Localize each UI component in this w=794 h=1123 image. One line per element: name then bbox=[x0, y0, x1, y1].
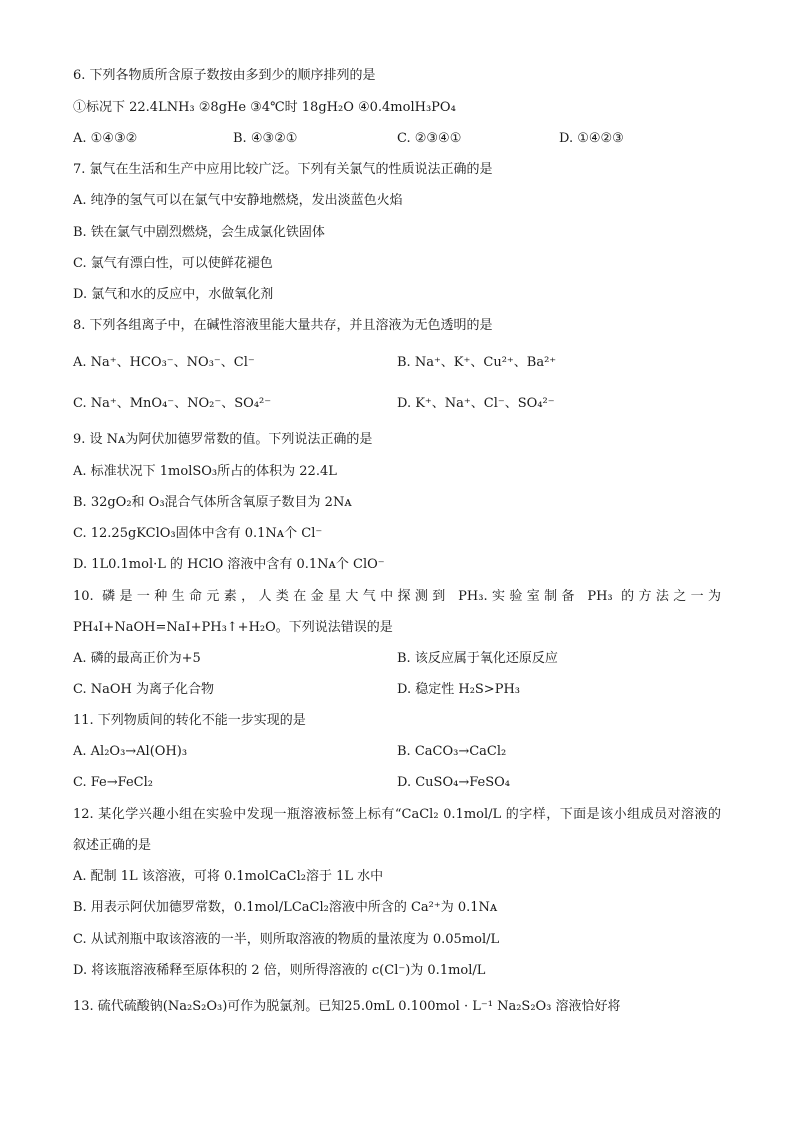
q9-option-d: D. 1L0.1mol·L 的 HClO 溶液中含有 0.1Nᴀ个 ClO⁻ bbox=[73, 557, 385, 572]
q6-option-a: A. ①④③② bbox=[73, 131, 138, 146]
q6-options bbox=[73, 130, 733, 148]
q11-options-row2 bbox=[73, 774, 733, 792]
q11-stem: 11. 下列物质间的转化不能一步实现的是 bbox=[73, 713, 306, 728]
q10-stem-line2: PH₄I+NaOH=NaI+PH₃↑+H₂O。下列说法错误的是 bbox=[73, 620, 393, 635]
q9-stem: 9. 设 Nᴀ为阿伏加德罗常数的值。下列说法正确的是 bbox=[73, 432, 373, 447]
q11-options-row1 bbox=[73, 743, 733, 761]
q9-option-b: B. 32gO₂和 O₃混合气体所含氧原子数目为 2Nᴀ bbox=[73, 495, 352, 510]
q6-stem: 6. 下列各物质所含原子数按由多到少的顺序排列的是 bbox=[73, 68, 376, 83]
q7-option-b: B. 铁在氯气中剧烈燃烧，会生成氯化铁固体 bbox=[73, 225, 325, 240]
q12-stem-line1: 12. 某化学兴趣小组在实验中发现一瓶溶液标签上标有“CaCl₂ 0.1mol/L 的字样，下面是该小组成员对溶液的 bbox=[73, 807, 721, 822]
q12-option-d: D. 将该瓶溶液稀释至原体积的 2 倍，则所得溶液的 c(Cl⁻)为 0.1mol/L bbox=[73, 963, 486, 978]
q7-stem: 7. 氯气在生活和生产中应用比较广泛。下列有关氯气的性质说法正确的是 bbox=[73, 162, 493, 177]
q9-option-a: A. 标准状况下 1molSO₃所占的体积为 22.4L bbox=[73, 464, 337, 479]
q11-option-c: C. Fe→FeCl₂ bbox=[73, 775, 153, 790]
q8-options-row2 bbox=[73, 395, 733, 413]
q10-option-a: A. 磷的最高正价为+5 bbox=[73, 651, 201, 666]
q13-stem: 13. 硫代硫酸钠(Na₂S₂O₃)可作为脱氯剂。已知25.0mL 0.100mol · L⁻¹ Na₂S₂O₃ 溶液恰好将 bbox=[73, 999, 621, 1014]
q11-option-b: B. CaCO₃→CaCl₂ bbox=[397, 744, 507, 759]
q12-option-b: B. 用表示阿伏加德罗常数，0.1mol/LCaCl₂溶液中所含的 Ca²⁺为 0.1Nᴀ bbox=[73, 900, 498, 915]
q6-items: ①标况下 22.4LNH₃ ②8gHe ③4℃时 18gH₂O ④0.4molH₃PO₄ bbox=[73, 100, 456, 115]
q10-option-b: B. 该反应属于氧化还原反应 bbox=[397, 651, 558, 666]
q6-option-b: B. ④③②① bbox=[233, 131, 298, 146]
q8-option-b: B. Na⁺、K⁺、Cu²⁺、Ba²⁺ bbox=[397, 355, 557, 370]
q10-option-d: D. 稳定性 H₂S>PH₃ bbox=[397, 682, 520, 697]
q12-option-a: A. 配制 1L 该溶液，可将 0.1molCaCl₂溶于 1L 水中 bbox=[73, 869, 384, 884]
q10-options-row1 bbox=[73, 650, 733, 668]
q7-option-d: D. 氯气和水的反应中，水做氧化剂 bbox=[73, 287, 274, 302]
q10-stem-line1: 10. 磷是一种生命元素，人类在金星大气中探测到 PH₃.实验室制备 PH₃ 的方法之一为 bbox=[73, 589, 721, 604]
q8-options-row1 bbox=[73, 354, 733, 372]
q9-option-c: C. 12.25gKClO₃固体中含有 0.1Nᴀ个 Cl⁻ bbox=[73, 526, 323, 541]
q8-option-c: C. Na⁺、MnO₄⁻、NO₂⁻、SO₄²⁻ bbox=[73, 396, 272, 411]
q10-option-c: C. NaOH 为离子化合物 bbox=[73, 682, 215, 697]
q8-option-a: A. Na⁺、HCO₃⁻、NO₃⁻、Cl⁻ bbox=[73, 355, 255, 370]
q7-option-c: C. 氯气有漂白性，可以使鲜花褪色 bbox=[73, 256, 273, 271]
q12-option-c: C. 从试剂瓶中取该溶液的一半，则所取溶液的物质的量浓度为 0.05mol/L bbox=[73, 932, 500, 947]
q11-option-a: A. Al₂O₃→Al(OH)₃ bbox=[73, 744, 188, 759]
q7-option-a: A. 纯净的氢气可以在氯气中安静地燃烧，发出淡蓝色火焰 bbox=[73, 193, 403, 208]
q12-stem-line2: 叙述正确的是 bbox=[73, 838, 152, 853]
q11-option-d: D. CuSO₄→FeSO₄ bbox=[397, 775, 510, 790]
q8-stem: 8. 下列各组离子中，在碱性溶液里能大量共存，并且溶液为无色透明的是 bbox=[73, 318, 493, 333]
q10-options-row2 bbox=[73, 681, 733, 699]
q8-option-d: D. K⁺、Na⁺、Cl⁻、SO₄²⁻ bbox=[397, 396, 555, 411]
q6-option-c: C. ②③④① bbox=[397, 131, 462, 146]
q6-option-d: D. ①④②③ bbox=[559, 131, 624, 146]
